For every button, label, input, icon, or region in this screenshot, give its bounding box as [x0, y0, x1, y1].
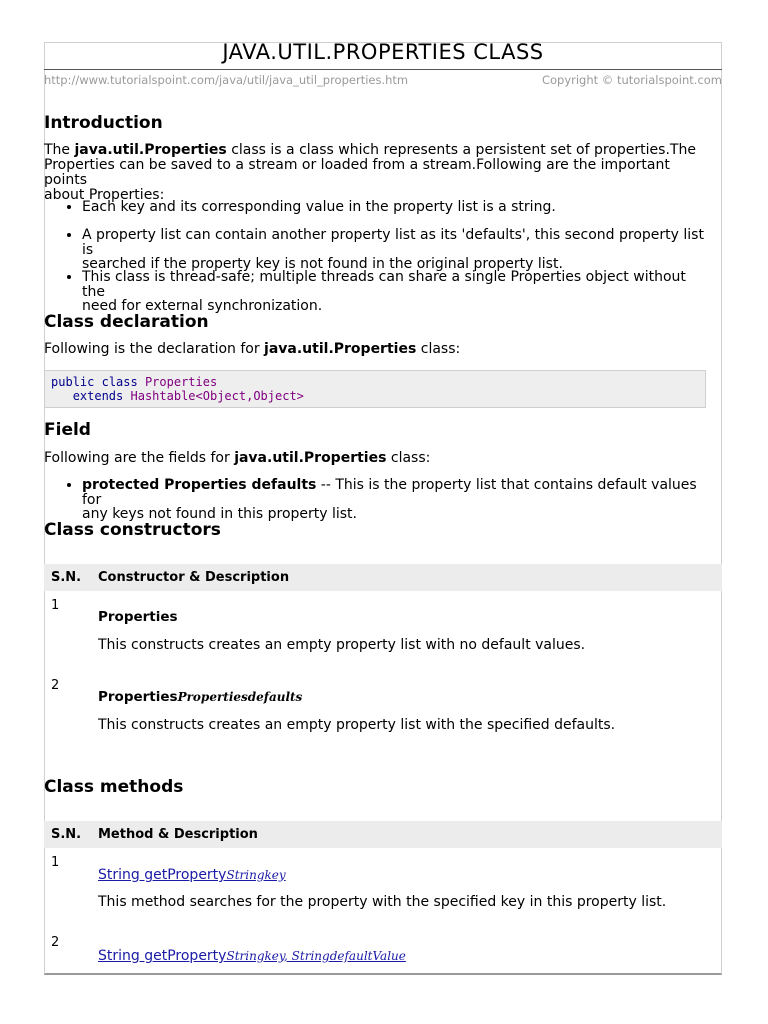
- code-superclass: Hashtable<Object,Object>: [130, 389, 304, 403]
- copyright-notice: Copyright © tutorialspoint.com: [541, 73, 722, 87]
- constructor-1-desc: This constructs creates an empty property list with no default values.: [98, 637, 586, 653]
- constructor-2-sn: 2: [51, 678, 60, 693]
- constructor-1-sn: 1: [51, 598, 60, 613]
- page-title: JAVA.UTIL.PROPERTIES CLASS: [222, 40, 544, 64]
- declaration-code-block: [44, 370, 708, 408]
- methods-col-sn: S.N.: [51, 827, 82, 842]
- code-keyword-extends: extends: [72, 389, 124, 403]
- field-list: [44, 478, 708, 522]
- bullet-3-line1: This class is thread-safe; multiple threads can share a single Properties object without the: [82, 269, 686, 300]
- field-desc-line2: any keys not found in this property list.: [82, 506, 357, 522]
- list-item: [82, 228, 708, 272]
- field-paragraph: [44, 451, 708, 466]
- constructor-1-name: Properties: [98, 609, 178, 625]
- declaration-heading: Class declaration: [44, 312, 209, 332]
- method-2-params[interactable]: Stringkey, StringdefaultValue: [226, 949, 406, 963]
- intro-text-line2: Properties can be saved to a stream or loaded from a stream.Following are the important points: [44, 157, 670, 188]
- method-2-link[interactable]: [98, 948, 406, 964]
- methods-heading: Class methods: [44, 777, 184, 797]
- source-url: http://www.tutorialspoint.com/java/util/java_util_properties.htm: [44, 73, 409, 87]
- code-keyword-public: public: [51, 375, 95, 389]
- methods-col-desc: Method & Description: [98, 827, 258, 842]
- title-divider: [44, 69, 722, 70]
- list-item: [82, 200, 708, 215]
- method-1-sn: 1: [51, 855, 60, 870]
- method-1-params[interactable]: Stringkey: [226, 868, 286, 882]
- code-keyword-class: class: [101, 375, 138, 389]
- bullet-2-line1: A property list can contain another property list as its 'defaults', this second property list is: [82, 227, 704, 258]
- methods-section: [44, 777, 708, 797]
- bullet-3-line2: need for external synchronization.: [82, 298, 323, 314]
- constructors-section: [44, 520, 708, 540]
- method-2-sn: 2: [51, 935, 60, 950]
- declaration-section: [44, 312, 708, 332]
- field-class-name: java.util.Properties: [234, 450, 387, 466]
- declaration-text-pre: Following is the declaration for: [44, 341, 265, 357]
- constructor-2-name: Properties: [98, 689, 178, 705]
- constructors-table-header: [44, 564, 722, 591]
- method-1-name[interactable]: String getProperty: [98, 867, 227, 883]
- list-item: [82, 478, 708, 522]
- bullet-2-line2: searched if the property key is not found in the original property list.: [82, 256, 563, 272]
- table-row: [98, 690, 708, 705]
- code-class-name: Properties: [144, 375, 218, 389]
- method-1-desc: This method searches for the property with the specified key in this property list.: [98, 894, 667, 910]
- field-section: [44, 420, 708, 440]
- list-item: [82, 270, 708, 314]
- methods-table-header: [44, 821, 722, 848]
- intro-bullet-list: [44, 200, 708, 215]
- field-heading: Field: [44, 420, 91, 440]
- intro-text-line3: about Properties:: [44, 187, 165, 203]
- intro-text-pre: The: [44, 142, 75, 158]
- table-row[interactable]: [98, 948, 708, 964]
- constructors-col-sn: S.N.: [51, 570, 82, 585]
- field-text-pre: Following are the fields for: [44, 450, 235, 466]
- intro-class-name: java.util.Properties: [74, 142, 227, 158]
- code-box: [44, 370, 706, 408]
- declaration-paragraph: [44, 342, 708, 357]
- constructor-2-params: Propertiesdefaults: [177, 690, 303, 704]
- intro-section: [44, 113, 708, 133]
- method-1-link[interactable]: [98, 867, 286, 883]
- bullet-1-text: Each key and its corresponding value in the property list is a string.: [82, 199, 556, 215]
- intro-heading: Introduction: [44, 113, 163, 133]
- constructor-2-desc: This constructs creates an empty property list with the specified defaults.: [98, 717, 616, 733]
- intro-paragraph: [44, 143, 708, 203]
- field-desc-line1: -- This is the property list that contains default values for: [82, 477, 697, 508]
- table-row[interactable]: [98, 867, 708, 883]
- intro-bullet-2: [44, 228, 708, 272]
- intro-text-line1: class is a class which represents a persistent set of properties.The: [226, 142, 696, 158]
- method-2-name[interactable]: String getProperty: [98, 948, 227, 964]
- table-row: [98, 610, 708, 625]
- constructors-col-desc: Constructor & Description: [98, 570, 290, 585]
- field-text-post: class:: [386, 450, 431, 466]
- declaration-text-post: class:: [416, 341, 461, 357]
- constructors-heading: Class constructors: [44, 520, 221, 540]
- field-name: protected Properties defaults: [82, 477, 317, 493]
- declaration-class-name: java.util.Properties: [264, 341, 417, 357]
- intro-bullet-3: [44, 270, 708, 314]
